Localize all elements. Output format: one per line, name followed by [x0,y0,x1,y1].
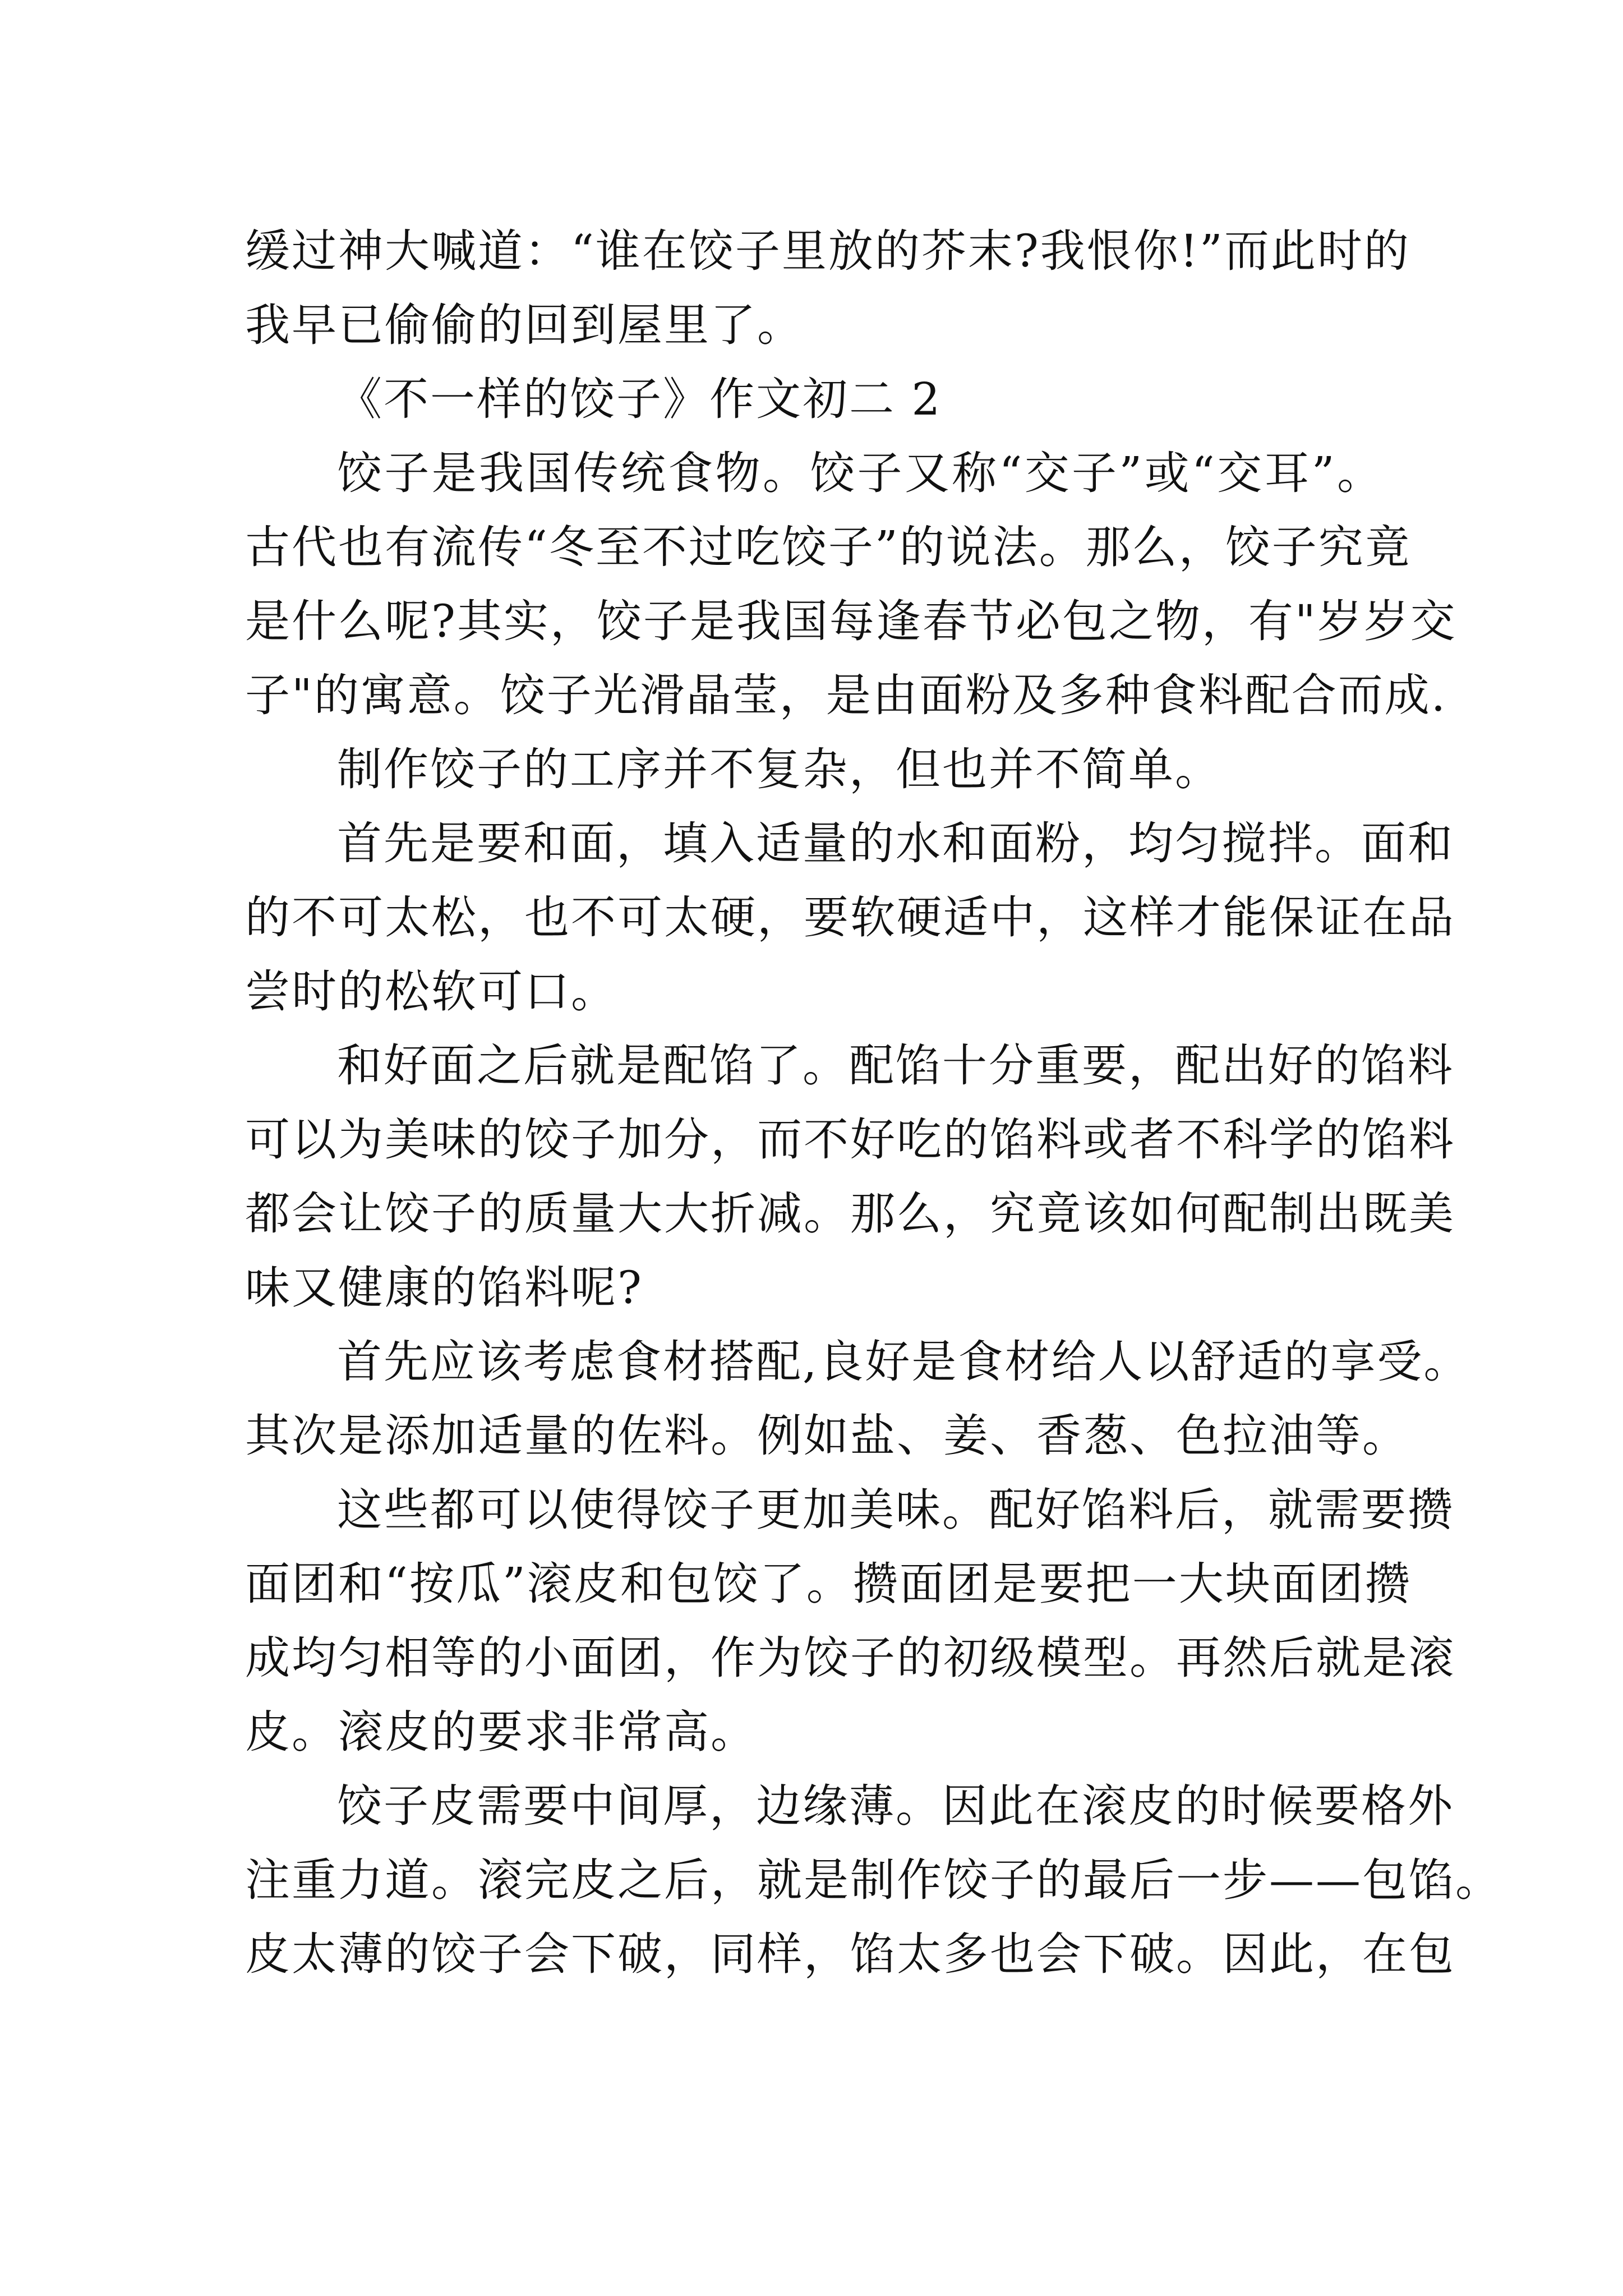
text-line: 其次是添加适量的佐料。例如盐、姜、香葱、色拉油等。 [245,1410,1409,1462]
text-line: 的不可太松，也不可太硬，要软硬适中，这样才能保证在品 [245,891,1455,944]
section-title: 《不一样的饺子》作文初二 2 [337,373,942,425]
text-line: 注重力道。滚完皮之后，就是制作饺子的最后一步——包馅。 [245,1854,1502,1906]
paragraph-first-line: 这些都可以使得饺子更加美味。配好馅料后，就需要攒 [337,1484,1454,1536]
paragraph-first-line: 首先应该考虑食材搭配,良好是食材给人以舒适的享受。 [337,1336,1470,1388]
paragraph-first-line: 制作饺子的工序并不复杂，但也并不简单。 [337,743,1221,795]
paragraph-first-line: 饺子皮需要中间厚，边缘薄。因此在滚皮的时候要格外 [337,1780,1454,1832]
text-line: 子"的寓意。饺子光滑晶莹，是由面粉及多种食料配合而成. [245,669,1447,721]
text-line: 成均匀相等的小面团，作为饺子的初级模型。再然后就是滚 [245,1632,1455,1684]
text-line: 是什么呢?其实，饺子是我国每逢春节必包之物，有"岁岁交 [245,595,1457,647]
text-line: 我早已偷偷的回到屋里了。 [245,299,804,351]
text-line: 都会让饺子的质量大大折减。那么，究竟该如何配制出既美 [245,1188,1455,1240]
paragraph-first-line: 饺子是我国传统食物。饺子又称“交子”或“交耳”。 [337,447,1384,499]
text-line: 可以为美味的饺子加分，而不好吃的馅料或者不科学的馅料 [245,1114,1455,1166]
text-line: 尝时的松软可口。 [245,965,617,1018]
paragraph-first-line: 首先是要和面，填入适量的水和面粉，均匀搅拌。面和 [337,817,1454,869]
text-line: 味又健康的馅料呢? [245,1262,643,1314]
text-line: 古代也有流传“冬至不过吃饺子”的说法。那么，饺子究竟 [245,521,1412,573]
essay-body [245,214,1502,1991]
text-line: 面团和“按瓜”滚皮和包饺了。攒面团是要把一大块面团攒 [245,1558,1412,1610]
paragraph-first-line: 和好面之后就是配馅了。配馅十分重要，配出好的馅料 [337,1039,1454,1092]
text-line: 皮太薄的饺子会下破，同样，馅太多也会下破。因此，在包 [245,1928,1455,1980]
text-line: 皮。滚皮的要求非常高。 [245,1706,757,1758]
text-line: 缓过神大喊道：“谁在饺子里放的芥末?我恨你!”而此时的 [245,225,1410,277]
